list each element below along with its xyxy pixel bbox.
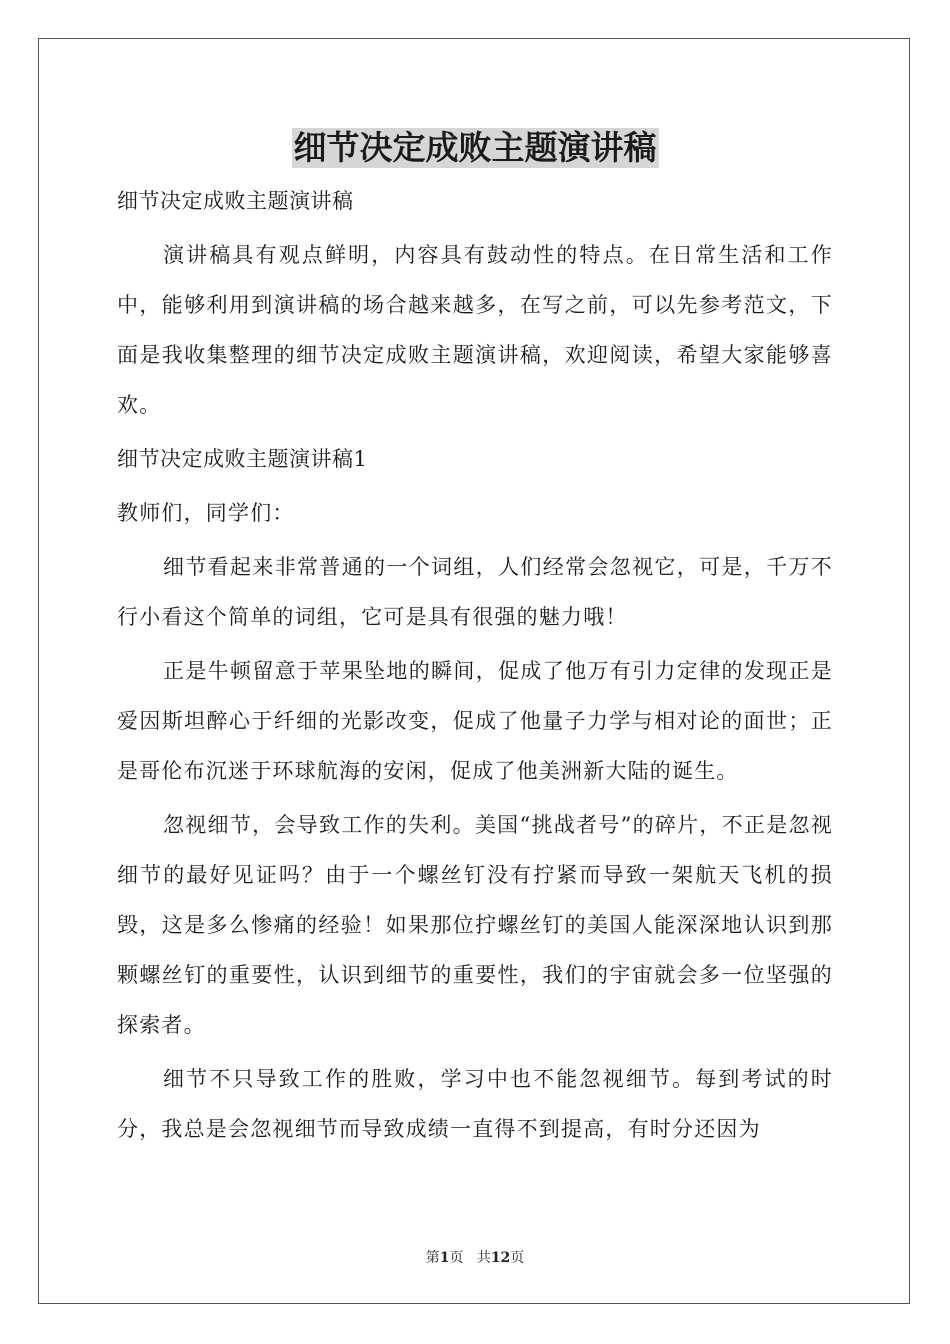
- footer-page-prefix: 第: [425, 1250, 440, 1266]
- body-paragraph-3: 忽视细节，会导致工作的失利。美国“挑战者号”的碎片，不正是忽视细节的最好见证吗？由于一个螺丝钉没有拧紧而导致一架航天飞机的损毁，这是多么惨痛的经验！如果那位拧螺丝钉的美国人能深深地认识到那颗螺丝钉的重要性，认识到细节的重要性，我们的宇宙就会多一位坚强的探索者。: [117, 813, 833, 1037]
- footer-page-current: 1: [439, 1250, 450, 1266]
- footer-total-unit: 页: [510, 1250, 525, 1266]
- salutation-paragraph: 教师们，同学们：: [117, 501, 295, 525]
- body-paragraph-1: 细节看起来非常普通的一个词组，人们经常会忽视它，可是，千万不行小看这个简单的词组，它可是具有很强的魅力哦！: [117, 555, 833, 629]
- document-title: [0, 128, 950, 168]
- body-paragraph-2: 正是牛顿留意于苹果坠地的瞬间，促成了他万有引力定律的发现正是爱因斯坦醉心于纤细的光影改变，促成了他量子力学与相对论的面世；正是哥伦布沉迷于环球航海的安闲，促成了他美洲新大陆的诞生。: [117, 659, 833, 783]
- intro-paragraph: 演讲稿具有观点鲜明，内容具有鼓动性的特点。在日常生活和工作中，能够利用到演讲稿的场合越来越多，在写之前，可以先参考范文，下面是我收集整理的细节决定成败主题演讲稿，欢迎阅读，希望大家能够喜欢。: [117, 243, 833, 417]
- footer-page-total: 12: [490, 1250, 511, 1266]
- page-footer: [0, 1247, 950, 1267]
- subtitle-paragraph: 细节决定成败主题演讲稿: [117, 189, 354, 213]
- document-body: [117, 176, 833, 1158]
- footer-total-prefix: 共: [476, 1250, 491, 1266]
- footer-page-unit: 页: [449, 1250, 464, 1266]
- document-title-text: 细节决定成败主题演讲稿: [293, 128, 657, 167]
- body-paragraph-4: 细节不只导致工作的胜败，学习中也不能忽视细节。每到考试的时分，我总是会忽视细节而导致成绩一直得不到提高，有时分还因为: [117, 1067, 833, 1141]
- section-heading: 细节决定成败主题演讲稿1: [117, 447, 368, 471]
